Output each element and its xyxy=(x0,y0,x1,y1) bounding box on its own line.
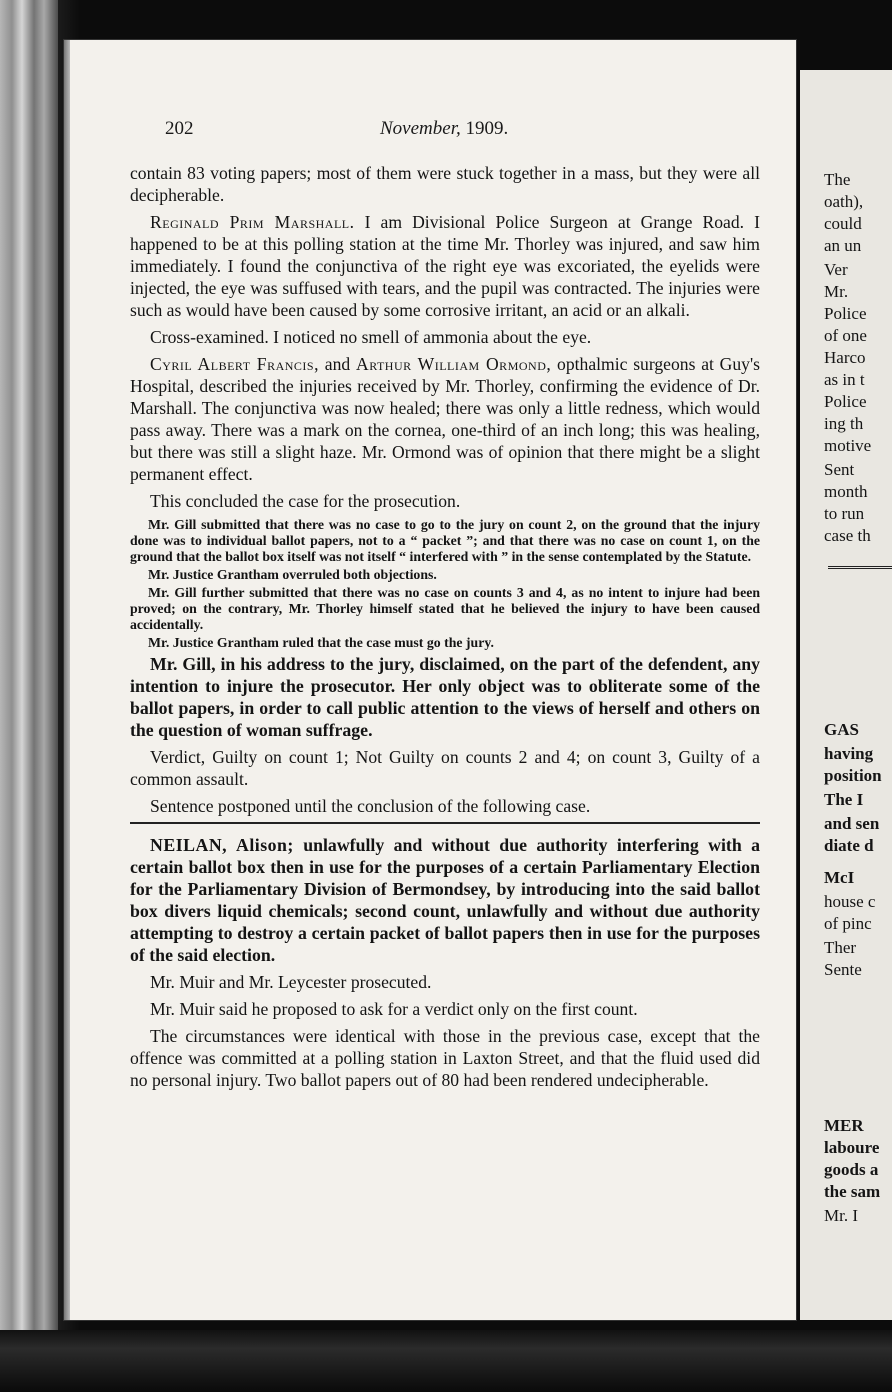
paragraph-text: I am Divisional Police Surgeon at Grange Road. I happened to be at this polling station at the time Mr. Thorley was injured, and saw him immediately. I found the conjunctiva of the right eye was excoriated, the eyelids were injected, the eye was suffused with tears, and the pupil was contracted. The injuries were such as would have been caused by some corrosive irritant, an acid or an alkali. xyxy=(130,212,760,320)
facing-line: house c xyxy=(824,892,876,911)
facing-line: GAS xyxy=(824,720,859,739)
facing-line: Sente xyxy=(824,960,862,979)
facing-line: month xyxy=(824,482,868,501)
facing-line: The I xyxy=(824,790,864,809)
facing-line: position xyxy=(824,766,882,785)
page-gutter xyxy=(64,40,70,1320)
scan-bottom-edge xyxy=(0,1330,892,1392)
facing-line: an un xyxy=(824,236,862,255)
facing-line: to run xyxy=(824,504,865,523)
facing-line: ing th xyxy=(824,414,864,433)
facing-page xyxy=(800,70,892,1320)
facing-line: Mr. xyxy=(824,282,849,301)
facing-line: oath), xyxy=(824,192,864,211)
paragraph-address: Mr. Gill, in his address to the jury, disclaimed, on the part of the defendent, any intention to injure the prosecutor. Her only object was to obliterate some of the ballot papers, in order to call public attention to the views of herself and others on the question of woman suffrage. xyxy=(130,654,760,740)
page-body xyxy=(130,162,760,1096)
facing-line: Mr. I xyxy=(824,1206,858,1225)
facing-line: The xyxy=(824,170,851,189)
book-spine-edge xyxy=(0,0,58,1392)
facing-line: and sen xyxy=(824,814,880,833)
paragraph: This concluded the case for the prosecution. xyxy=(150,491,461,511)
page-number: 202 xyxy=(165,118,194,139)
paragraph-sentence: Sentence postponed until the conclusion of the following case. xyxy=(150,796,591,816)
page-date-month: November, xyxy=(380,118,461,139)
facing-line: Ther xyxy=(824,938,857,957)
page-header xyxy=(95,118,735,148)
paragraph: The circumstances were identical with those in the previous case, except that the offence was committed at a polling station in Laxton Street, and that the fluid used did no personal injury. Two ballot papers out of 80 had been rendered undecipherable. xyxy=(130,1026,760,1090)
paragraph: Cross-examined. I noticed no smell of ammonia about the eye. xyxy=(150,327,592,347)
facing-line: McI xyxy=(824,868,855,887)
facing-line: case th xyxy=(824,526,871,545)
facing-line: as in t xyxy=(824,370,865,389)
facing-line: having xyxy=(824,744,874,763)
submission-note: Mr. Justice Grantham ruled that the case must go the jury. xyxy=(148,635,494,650)
paragraph-text: and xyxy=(319,354,356,374)
facing-line: Ver xyxy=(824,260,848,279)
facing-line: goods a xyxy=(824,1160,879,1179)
facing-line: Police xyxy=(824,392,867,411)
submission-note: Mr. Gill submitted that there was no case to go to the jury on count 2, on the ground that the injury done was to individual ballot papers, not to a “ packet ”; and that there was no case on count 1, on the ground that the ballot box itself was not itself “ interfered with ” in the sense contemplated by the Statute. xyxy=(130,517,760,564)
facing-line: could xyxy=(824,214,862,233)
section-divider xyxy=(130,822,760,824)
facing-divider xyxy=(828,566,892,569)
paragraph-surgeons-evidence xyxy=(130,353,760,485)
facing-line: Sent xyxy=(824,460,855,479)
paragraph: Mr. Muir said he proposed to ask for a verdict only on the first count. xyxy=(150,999,638,1019)
paragraph-marshall-evidence xyxy=(130,211,760,321)
facing-line: MER xyxy=(824,1116,864,1135)
witness-name: Arthur William Ormond, xyxy=(355,354,552,374)
facing-line: motive xyxy=(824,436,872,455)
witness-name: Reginald Prim Marshall. xyxy=(150,212,355,232)
facing-line: the sam xyxy=(824,1182,881,1201)
facing-line: of pinc xyxy=(824,914,872,933)
page-date xyxy=(380,118,508,140)
defendant-name: NEILAN, Alison; xyxy=(150,835,294,855)
paragraph-text: opthalmic surgeons at Guy's Hospital, described the injuries received by Mr. Thorley, confirming the evidence of Dr. Marshall. The conjunctiva was now healed; there was only a little redness, which would pass away. There was a mark on the cornea, one-third of an inch long; this was healing, but there was still a slight haze. Mr. Ormond was of opinion that there might be a slight permanent effect. xyxy=(130,354,760,484)
facing-line: diate d xyxy=(824,836,874,855)
charge-text: unlawfully and without due authority interfering with a certain ballot box then in use for the purposes of a certain Parliamentary Election for the Parliamentary Division of Bermondsey, by introducing into the said ballot box divers liquid chemicals; second count, unlawfully and without due authority attempting to destroy a certain packet of ballot papers then in use for the purposes of the said election. xyxy=(130,835,760,965)
paragraph: Mr. Muir and Mr. Leycester prosecuted. xyxy=(150,972,432,992)
facing-line: laboure xyxy=(824,1138,880,1157)
paragraph: contain 83 voting papers; most of them were stuck together in a mass, but they were all decipherable. xyxy=(130,163,760,205)
case-heading xyxy=(130,834,760,966)
submission-note: Mr. Gill further submitted that there was no case on counts 3 and 4, as no intent to injure had been proved; on the contrary, Mr. Thorley himself stated that he believed the injury to have been caused accidentally. xyxy=(130,585,760,632)
submission-note: Mr. Justice Grantham overruled both objections. xyxy=(148,567,437,582)
facing-line: Police xyxy=(824,304,867,323)
facing-line: Harco xyxy=(824,348,866,367)
page-date-year: 1909. xyxy=(465,118,509,139)
paragraph-verdict: Verdict, Guilty on count 1; Not Guilty on counts 2 and 4; on count 3, Guilty of a common assault. xyxy=(130,747,760,789)
facing-line: of one xyxy=(824,326,867,345)
witness-name: Cyril Albert Francis, xyxy=(150,354,320,374)
